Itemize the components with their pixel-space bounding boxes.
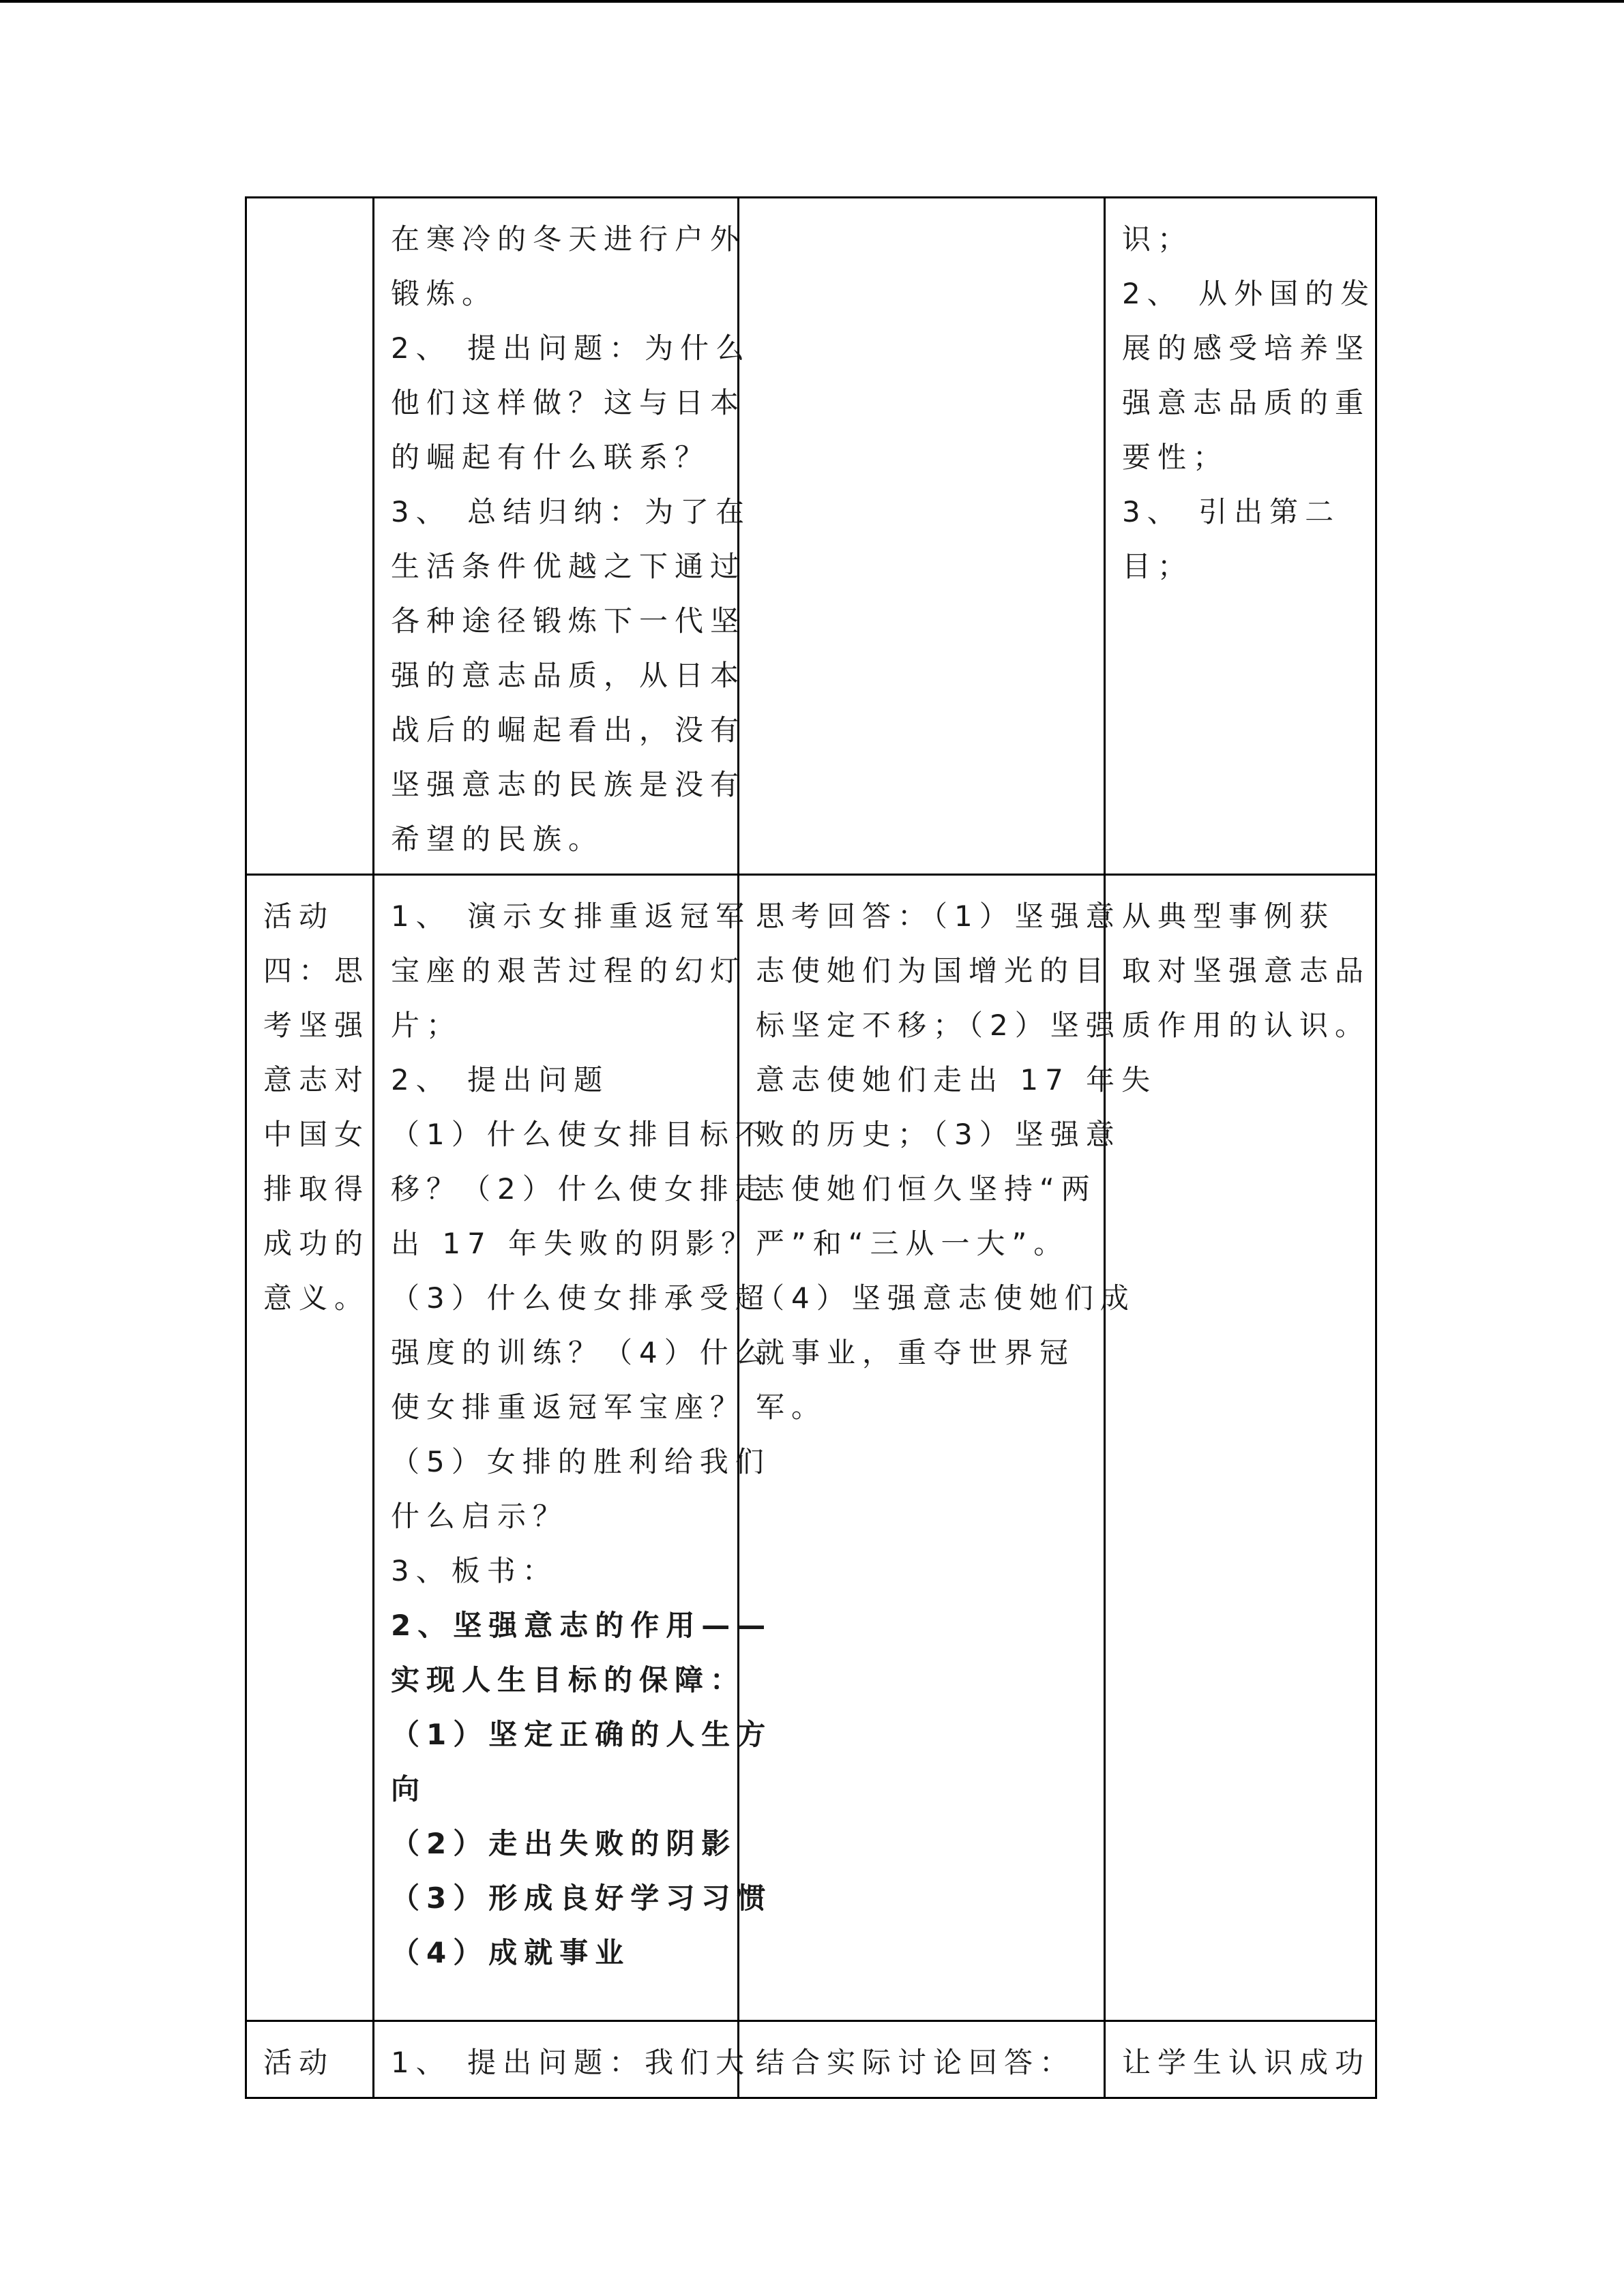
cell-text-line: 思考回答：（1）坚强意 — [756, 899, 1121, 933]
cell-text-line: 锻炼。 — [391, 277, 498, 310]
student-activity-cell — [739, 198, 1105, 875]
cell-text-line: 目； — [1122, 550, 1194, 583]
cell-text-line: 军。 — [756, 1390, 827, 1424]
cell-text-line: 活动 — [263, 2046, 335, 2079]
cell-text-line: 希望的民族。 — [391, 822, 604, 856]
teacher-activity-cell — [374, 2021, 752, 2098]
cell-text-line: 排取得 — [263, 1172, 370, 1206]
cell-text-line: 志使她们恒久坚持“两 — [756, 1172, 1097, 1206]
cell-text-line: 质作用的认识。 — [1122, 1009, 1371, 1042]
activity-cell — [246, 875, 374, 2021]
cell-text-line: 战后的崛起看出，没有 — [391, 713, 746, 747]
cell-text-line: 各种途径锻炼下一代坚 — [391, 604, 746, 638]
cell-text-line: 宝座的艰苦过程的幻灯 — [391, 954, 746, 987]
cell-text-line: （3）形成良好学习习惯 — [391, 1881, 773, 1915]
cell-text-line: 意义。 — [263, 1281, 370, 1315]
cell-text-line: 取对坚强意志品 — [1122, 954, 1371, 987]
cell-text-line: （4）坚强意志使她们成 — [756, 1281, 1136, 1315]
cell-text-line: 在寒冷的冬天进行户外 — [391, 222, 746, 256]
page-top-border — [0, 0, 1624, 3]
cell-text-line: 使女排重返冠军宝座？ — [391, 1390, 746, 1424]
table-row — [246, 2021, 1376, 2098]
cell-text-line: 2、 提出问题 — [391, 1063, 610, 1097]
cell-text-line: 强意志品质的重 — [1122, 386, 1371, 419]
cell-text-line: 结合实际讨论回答： — [756, 2046, 1076, 2079]
cell-text-line: 严”和“三从一大”。 — [756, 1227, 1069, 1260]
cell-text-line: 向 — [391, 1772, 427, 1806]
cell-text-line: （4）成就事业 — [391, 1936, 631, 1969]
cell-text-line: 从典型事例获 — [1122, 899, 1335, 933]
cell-text-line: 四：思 — [263, 954, 370, 987]
cell-text-line: 片； — [391, 1009, 462, 1042]
cell-text-line: （3）什么使女排承受超 — [391, 1281, 771, 1315]
cell-text-line: 要性； — [1122, 441, 1229, 474]
cell-text-line: 败的历史；（3）坚强意 — [756, 1118, 1121, 1151]
cell-text-line: （1）什么使女排目标不 — [391, 1118, 771, 1151]
cell-text-line: 2、坚强意志的作用—— — [391, 1609, 773, 1642]
cell-text-line: 成功的 — [263, 1227, 370, 1260]
cell-text-line: 就事业，重夺世界冠 — [756, 1336, 1076, 1369]
cell-text-line: 考坚强 — [263, 1009, 370, 1042]
cell-text-line: （5）女排的胜利给我们 — [391, 1445, 771, 1478]
cell-text-line: 让学生认识成功 — [1122, 2046, 1371, 2079]
cell-text-line: 活动 — [263, 899, 335, 933]
cell-text-line: 1、 演示女排重返冠军 — [391, 899, 752, 933]
activity-cell — [246, 2021, 374, 2098]
cell-text-line: 3、板书： — [391, 1554, 558, 1587]
table-row — [246, 198, 1376, 875]
cell-text-line: 意志使她们走出 17 年失 — [756, 1063, 1157, 1097]
cell-text-line: 3、 引出第二 — [1122, 495, 1341, 528]
cell-text-line: 的崛起有什么联系？ — [391, 441, 711, 474]
cell-text-line: 中国女 — [263, 1118, 370, 1151]
design-intent-cell — [1105, 2021, 1376, 2098]
cell-text-line: 标坚定不移；（2）坚强 — [756, 1009, 1121, 1042]
student-activity-cell — [739, 2021, 1105, 2098]
cell-text-line: 意志对 — [263, 1063, 370, 1097]
cell-text-line: 强的意志品质，从日本 — [391, 659, 746, 692]
cell-text-line: 展的感受培养坚 — [1122, 331, 1371, 365]
cell-text-line: 他们这样做？这与日本 — [391, 386, 746, 419]
cell-text-line: 2、 从外国的发 — [1122, 277, 1376, 310]
cell-text-line: 生活条件优越之下通过 — [391, 550, 746, 583]
cell-text-line: 实现人生目标的保障： — [391, 1663, 746, 1697]
cell-text-line: 3、 总结归纳：为了在 — [391, 495, 752, 528]
cell-text-line: 识； — [1122, 222, 1194, 256]
cell-text-line: 强度的训练？（4）什么 — [391, 1336, 771, 1369]
teacher-activity-cell — [374, 875, 773, 2021]
lesson-plan-table — [245, 196, 1377, 2099]
cell-text-line: 出 17 年失败的阴影？ — [391, 1227, 757, 1260]
cell-text-line: 什么启示？ — [391, 1500, 569, 1533]
student-activity-cell — [739, 875, 1157, 2021]
cell-text-line: （2）走出失败的阴影 — [391, 1827, 737, 1860]
activity-cell — [246, 198, 374, 875]
cell-text-line: （1）坚定正确的人生方 — [391, 1718, 773, 1751]
cell-text-line: 志使她们为国增光的目 — [756, 954, 1111, 987]
design-intent-cell — [1105, 875, 1376, 2021]
cell-text-line: 移？（2）什么使女排走 — [391, 1172, 771, 1206]
cell-text-line: 坚强意志的民族是没有 — [391, 768, 746, 801]
table-row — [246, 875, 1376, 2021]
teacher-activity-cell — [374, 198, 752, 875]
cell-text-line: 1、 提出问题：我们大 — [391, 2046, 752, 2079]
cell-text-line: 2、 提出问题：为什么 — [391, 331, 752, 365]
design-intent-cell — [1105, 198, 1376, 875]
